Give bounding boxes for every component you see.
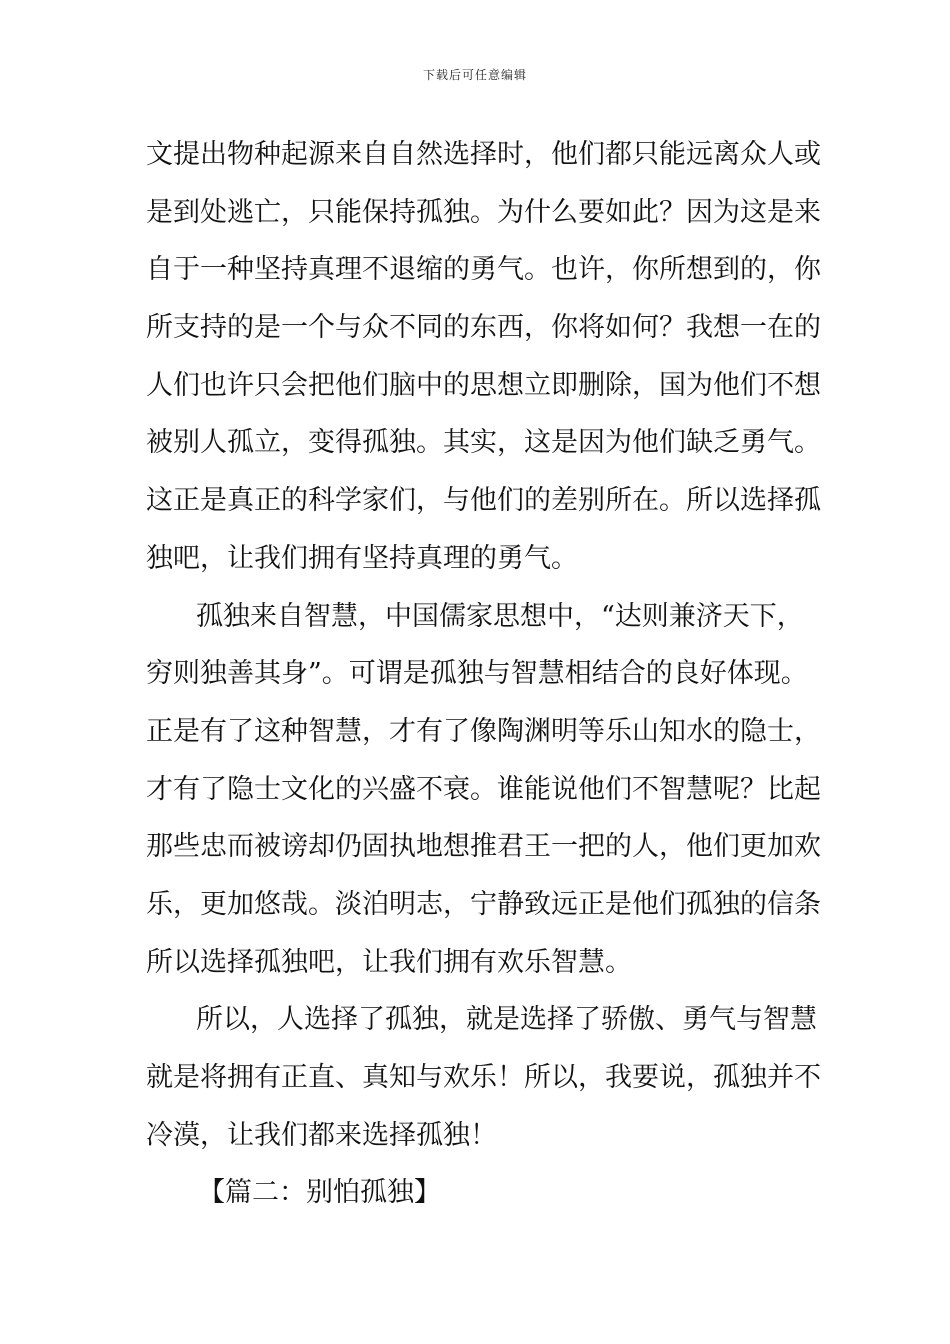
text-line: 人们也许只会把他们脑中的思想立即删除，国为他们不想: [146, 369, 821, 401]
document-body: [146, 126, 821, 1222]
section-heading: 【篇二：别怕孤独】: [198, 1177, 441, 1209]
text-line: 正是有了这种智慧，才有了像陶渊明等乐山知水的隐士，: [146, 715, 821, 747]
text-line: 乐，更加悠哉。淡泊明志，宁静致远正是他们孤独的信条: [146, 888, 821, 920]
text-line: 自于一种坚持真理不退缩的勇气。也许，你所想到的，你: [146, 254, 821, 286]
text-line: 独吧，让我们拥有坚持真理的勇气。: [146, 542, 578, 574]
text-line: 被别人孤立，变得孤独。其实，这是因为他们缺乏勇气。: [146, 427, 821, 459]
page-header: 下载后可任意编辑: [422, 68, 527, 82]
text-line: 所支持的是一个与众不同的东西，你将如何？我想一在的: [146, 312, 821, 344]
text-line: 所以，人选择了孤独，就是选择了骄傲、勇气与智慧: [196, 1004, 817, 1036]
paragraph-1: [146, 126, 821, 588]
text-line: 所以选择孤独吧，让我们拥有欢乐智慧。: [146, 946, 632, 978]
text-line: 才有了隐士文化的兴盛不衰。谁能说他们不智慧呢？比起: [146, 773, 821, 805]
text-line: 穷则独善其身”。可谓是孤独与智慧相结合的良好体现。: [146, 658, 808, 690]
text-line: 那些忠而被谤却仍固执地想推君王一把的人，他们更加欢: [146, 831, 821, 863]
text-line: 是到处逃亡，只能保持孤独。为什么要如此？因为这是来: [146, 196, 821, 228]
text-line: 冷漠，让我们都来选择孤独！: [146, 1119, 497, 1151]
text-line: 文提出物种起源来自自然选择时，他们都只能远离众人或: [146, 139, 821, 170]
text-line: 就是将拥有正直、真知与欢乐！所以，我要说，孤独并不: [146, 1062, 821, 1093]
paragraph-2: [146, 588, 821, 992]
text-line: 孤独来自智慧，中国儒家思想中，“达则兼济天下，: [196, 600, 804, 632]
paragraph-3: [146, 991, 821, 1164]
text-line: 这正是真正的科学家们，与他们的差别所在。所以选择孤: [146, 485, 821, 517]
